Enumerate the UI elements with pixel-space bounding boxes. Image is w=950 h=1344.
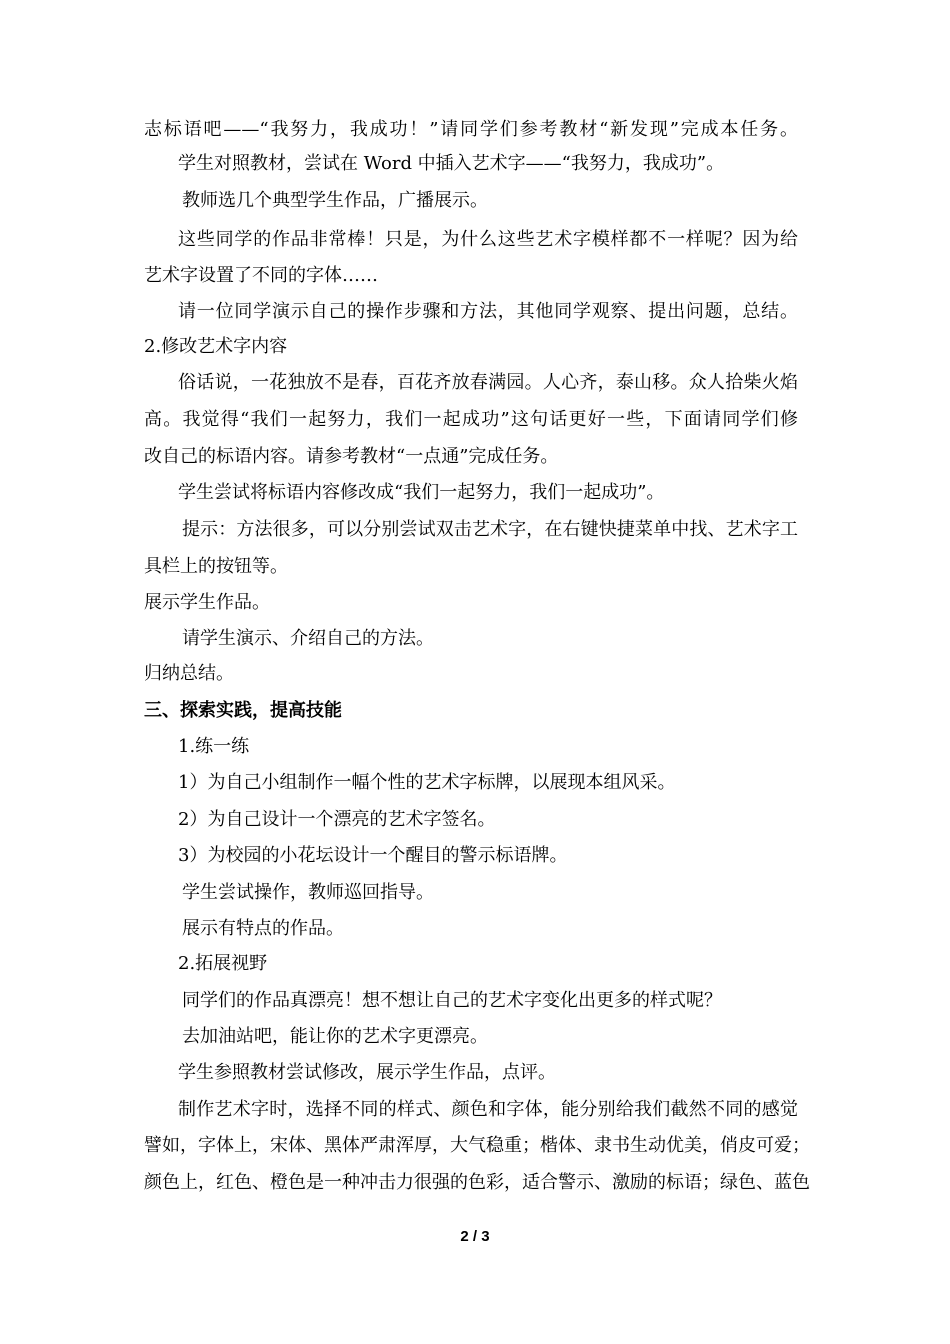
text-line: 提示：方法很多，可以分别尝试双击艺术字，在右键快捷菜单中找、艺术字工 (182, 519, 798, 540)
text-line: 学生对照教材，尝试在 Word 中插入艺术字——“我努力，我成功”。 (178, 153, 725, 174)
text-line: 颜色上，红色、橙色是一种冲击力很强的色彩，适合警示、激励的标语；绿色、蓝色 (144, 1172, 810, 1193)
text-line: 教师选几个典型学生作品，广播展示。 (182, 190, 488, 211)
section-subheading: 1.练一练 (178, 736, 250, 757)
text-line: 改自己的标语内容。请参考教材“一点通”完成任务。 (144, 446, 559, 467)
text-line: 展示有特点的作品。 (182, 918, 344, 939)
text-line: 学生尝试操作，教师巡回指导。 (182, 882, 434, 903)
text-line: 艺术字设置了不同的字体…… (144, 265, 378, 286)
text-line: 同学们的作品真漂亮！想不想让自己的艺术字变化出更多的样式呢？ (182, 990, 722, 1011)
text-line: 学生参照教材尝试修改，展示学生作品，点评。 (178, 1062, 556, 1083)
page-number: 2 / 3 (460, 1228, 490, 1245)
text-line: 归纳总结。 (144, 663, 234, 684)
text-line: 学生尝试将标语内容修改成“我们一起努力，我们一起成功”。 (178, 482, 665, 503)
section-subheading: 2.拓展视野 (178, 953, 268, 974)
list-item: 2）为自己设计一个漂亮的艺术字签名。 (178, 809, 496, 830)
section-heading: 三、探索实践，提高技能 (144, 700, 342, 721)
text-line: 这些同学的作品非常棒！只是，为什么这些艺术字模样都不一样呢？因为给 (178, 229, 798, 250)
text-line: 具栏上的按钮等。 (144, 556, 288, 577)
section-subheading: 2.修改艺术字内容 (144, 336, 288, 357)
list-item: 3）为校园的小花坛设计一个醒目的警示标语牌。 (178, 845, 568, 866)
text-line: 志标语吧——“我努力，我成功！”请同学们参考教材“新发现”完成本任务。 (144, 119, 798, 140)
text-line: 高。我觉得“我们一起努力，我们一起成功”这句话更好一些，下面请同学们修 (144, 409, 798, 430)
text-line: 譬如，字体上，宋体、黑体严肃浑厚，大气稳重；楷体、隶书生动优美，俏皮可爱； (144, 1135, 810, 1156)
text-line: 请学生演示、介绍自己的方法。 (182, 628, 434, 649)
text-line: 俗话说，一花独放不是春，百花齐放春满园。人心齐，泰山移。众人拾柴火焰 (178, 372, 798, 393)
text-line: 展示学生作品。 (144, 592, 270, 613)
text-line: 请一位同学演示自己的操作步骤和方法，其他同学观察、提出问题，总结。 (178, 301, 798, 322)
list-item: 1）为自己小组制作一幅个性的艺术字标牌，以展现本组风采。 (178, 772, 676, 793)
text-line: 制作艺术字时，选择不同的样式、颜色和字体，能分别给我们截然不同的感觉 (178, 1099, 798, 1120)
text-line: 去加油站吧，能让你的艺术字更漂亮。 (182, 1026, 488, 1047)
